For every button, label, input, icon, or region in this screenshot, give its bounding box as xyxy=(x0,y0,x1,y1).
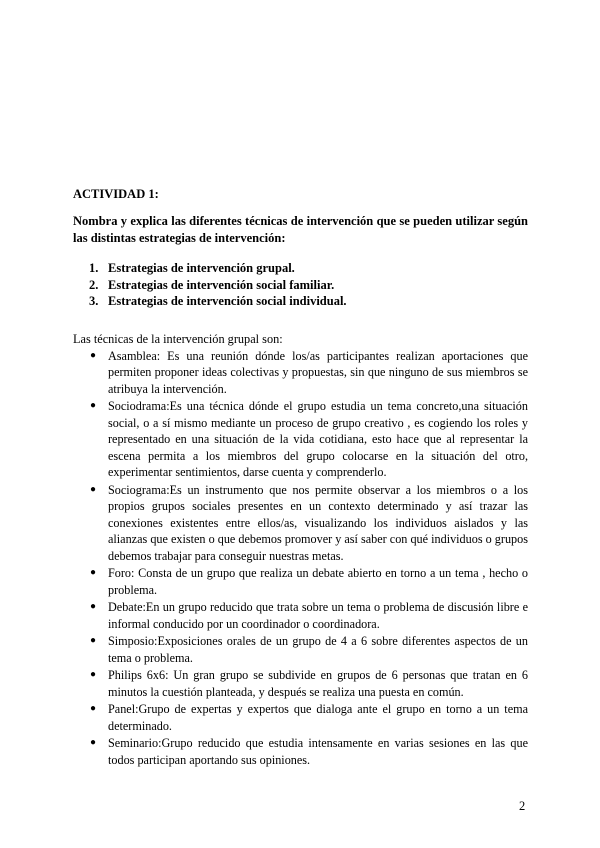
technique-text: Panel:Grupo de expertas y expertos que dialoga ante el grupo en torno a un tema determinado. xyxy=(108,702,528,733)
bullet-icon: ● xyxy=(90,483,97,495)
technique-text: Sociograma:Es un instrumento que nos permite observar a los miembros o a los propios grupos sociales presentes en un contexto determinado y así trazar las conexiones existentes entre ellos/as, visualizando los individuos aislados y las alianzas que existen o que debemos promover y así saber con qué individuos o grupos debemos trabajar para conseguir nuestras metas. xyxy=(108,482,528,563)
bullet-icon: ● xyxy=(90,349,97,361)
technique-item xyxy=(73,735,528,768)
technique-item xyxy=(73,398,528,481)
strategy-number: 1. xyxy=(89,261,99,275)
technique-item xyxy=(73,701,528,734)
activity-title: ACTIVIDAD 1: xyxy=(73,187,159,201)
technique-item xyxy=(73,482,528,565)
technique-item xyxy=(73,599,528,632)
strategy-label: Estrategias de intervención grupal. xyxy=(108,261,295,275)
activity-question: Nombra y explica las diferentes técnicas de intervención que se pueden utilizar según las distintas estrategias de intervención: xyxy=(73,214,528,245)
technique-text: Philips 6x6: Un gran grupo se subdivide en grupos de 6 personas que tratan en 6 minutos la cuestión planteada, y después se realiza una puesta en común. xyxy=(108,668,528,699)
technique-text: Sociodrama:Es una técnica dónde el grupo estudia un tema concreto,una situación social, o a sí mismo mediante un proceso de grupo creativo , es cogiendo los roles y representado en una situación de la vida cotidiana, esto hace que al representar la escena permita a los miembros del grupo colocarse en la situación del otro, experimentar sentimientos, darse cuenta y comprenderlo. xyxy=(108,399,528,479)
technique-item xyxy=(73,348,528,398)
bullet-icon: ● xyxy=(90,669,97,680)
bullet-icon: ● xyxy=(90,737,97,748)
technique-text: Debate:En un grupo reducido que trata sobre un tema o problema de discusión libre e informal conducido por un coordinador o coordinadora. xyxy=(108,600,528,631)
strategy-label: Estrategias de intervención social familiar. xyxy=(108,277,335,292)
strategy-number: 3. xyxy=(89,294,99,308)
strategy-item xyxy=(73,293,528,310)
bullet-icon: ● xyxy=(90,567,97,578)
strategy-item xyxy=(73,260,528,277)
technique-item xyxy=(73,667,528,700)
technique-text: Seminario:Grupo reducido que estudia intensamente en varias sesiones en las que todos participan aportando sus opiniones. xyxy=(108,736,528,767)
techniques-list xyxy=(73,348,528,769)
bullet-icon: ● xyxy=(90,601,97,612)
technique-text: Foro: Consta de un grupo que realiza un debate abierto en torno a un tema , hecho o problema. xyxy=(108,566,528,597)
bullet-icon: ● xyxy=(90,703,97,714)
page-number: 2 xyxy=(519,799,526,813)
technique-text: Simposio:Exposiciones orales de un grupo de 4 a 6 sobre diferentes aspectos de un tema o problema. xyxy=(108,634,528,665)
strategy-label: Estrategias de intervención social individual. xyxy=(108,294,347,308)
strategies-list xyxy=(73,260,528,310)
bullet-icon: ● xyxy=(90,635,97,646)
technique-item xyxy=(73,633,528,666)
strategy-number: 2. xyxy=(89,277,99,292)
technique-text: Asamblea: Es una reunión dónde los/as participantes realizan aportaciones que permiten proponer ideas colectivas y propuestas, sin que ninguno de sus miembros se atribuya la intervención. xyxy=(108,348,528,396)
strategy-item xyxy=(73,277,528,294)
bullet-icon: ● xyxy=(90,400,97,411)
techniques-intro: Las técnicas de la intervención grupal son: xyxy=(73,331,283,346)
page-content xyxy=(73,186,528,769)
technique-item xyxy=(73,565,528,598)
